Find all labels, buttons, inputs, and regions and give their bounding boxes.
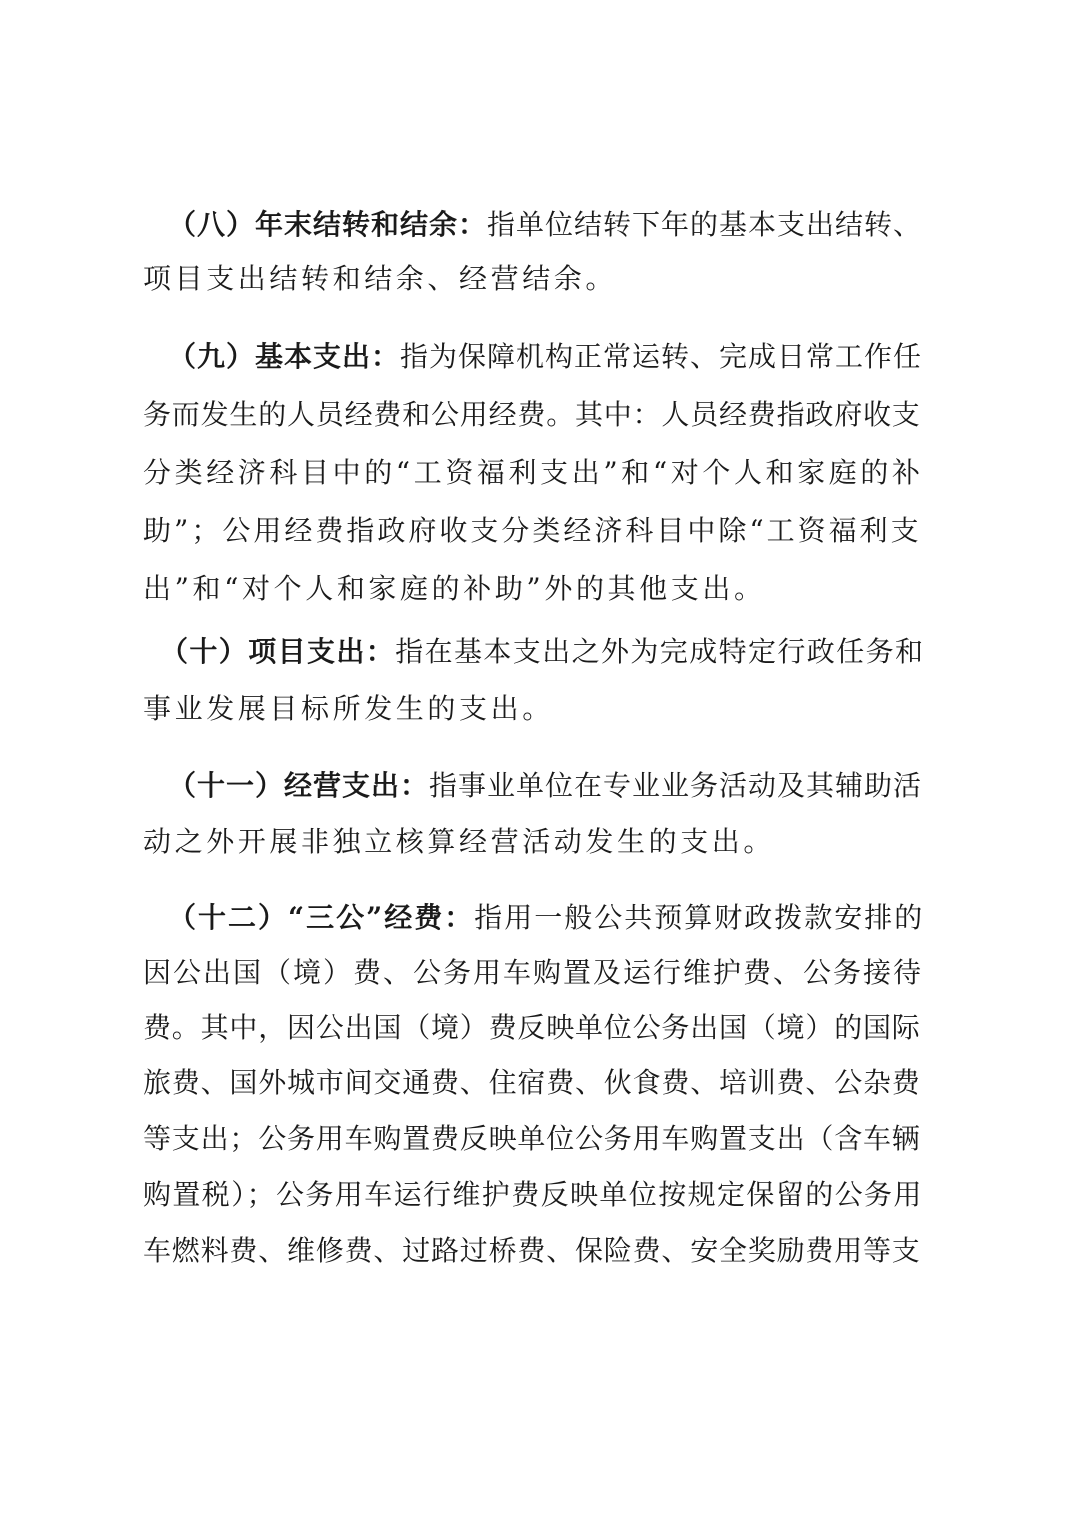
paragraph-line: 旅费、国外城市间交通费、住宿费、伙食费、培训费、公杂费 <box>143 1066 921 1099</box>
paragraph-line: 事业发展目标所发生的支出。 <box>143 692 554 725</box>
paragraph-line: 分类经济科目中的“工资福利支出”和“对个人和家庭的补 <box>143 456 924 489</box>
paragraph-text: 指单位结转下年的基本支出结转、 <box>487 208 923 241</box>
term-heading: （十一）经营支出： <box>168 769 430 802</box>
paragraph-line: 动之外开展非独立核算经营活动发生的支出。 <box>143 825 776 858</box>
paragraph-text: 指用一般公共预算财政拨款安排的 <box>474 901 925 934</box>
term-heading: （八）年末结转和结余： <box>168 208 488 241</box>
term-heading: （十）项目支出： <box>160 635 396 668</box>
paragraph-text: 指为保障机构正常运转、完成日常工作任 <box>400 340 923 373</box>
paragraph-line: 因公出国（境）费、公务用车购置及运行维护费、公务接待 <box>143 956 924 989</box>
paragraph-line: 等支出；公务用车购置费反映单位公务用车购置支出（含车辆 <box>143 1122 921 1155</box>
paragraph-line: 购置税）；公务用车运行维护费反映单位按规定保留的公务用 <box>143 1178 923 1211</box>
paragraph-first-line <box>168 766 922 806</box>
paragraph-line: 车燃料费、维修费、过路过桥费、保险费、安全奖励费用等支 <box>143 1234 921 1267</box>
paragraph-line: 费。其中，因公出国（境）费反映单位公务出国（境）的国际 <box>143 1011 921 1044</box>
term-heading: （十二）“三公”经费： <box>168 901 475 934</box>
paragraph-first-line <box>160 632 924 672</box>
paragraph-first-line <box>168 337 922 377</box>
paragraph-text: 指事业单位在专业业务活动及其辅助活 <box>429 769 923 802</box>
term-heading: （九）基本支出： <box>168 340 401 373</box>
paragraph-line: 项目支出结转和结余、经营结余。 <box>143 262 618 295</box>
paragraph-line: 务而发生的人员经费和公用经费。其中：人员经费指政府收支 <box>143 398 921 431</box>
paragraph-text: 指在基本支出之外为完成特定行政任务和 <box>395 635 925 668</box>
paragraph-line: 出”和“对个人和家庭的补助”外的其他支出。 <box>143 572 766 605</box>
paragraph-first-line <box>168 205 922 245</box>
paragraph-first-line <box>168 898 924 938</box>
paragraph-line: 助”；公用经费指政府收支分类经济科目中除“工资福利支 <box>143 514 922 547</box>
